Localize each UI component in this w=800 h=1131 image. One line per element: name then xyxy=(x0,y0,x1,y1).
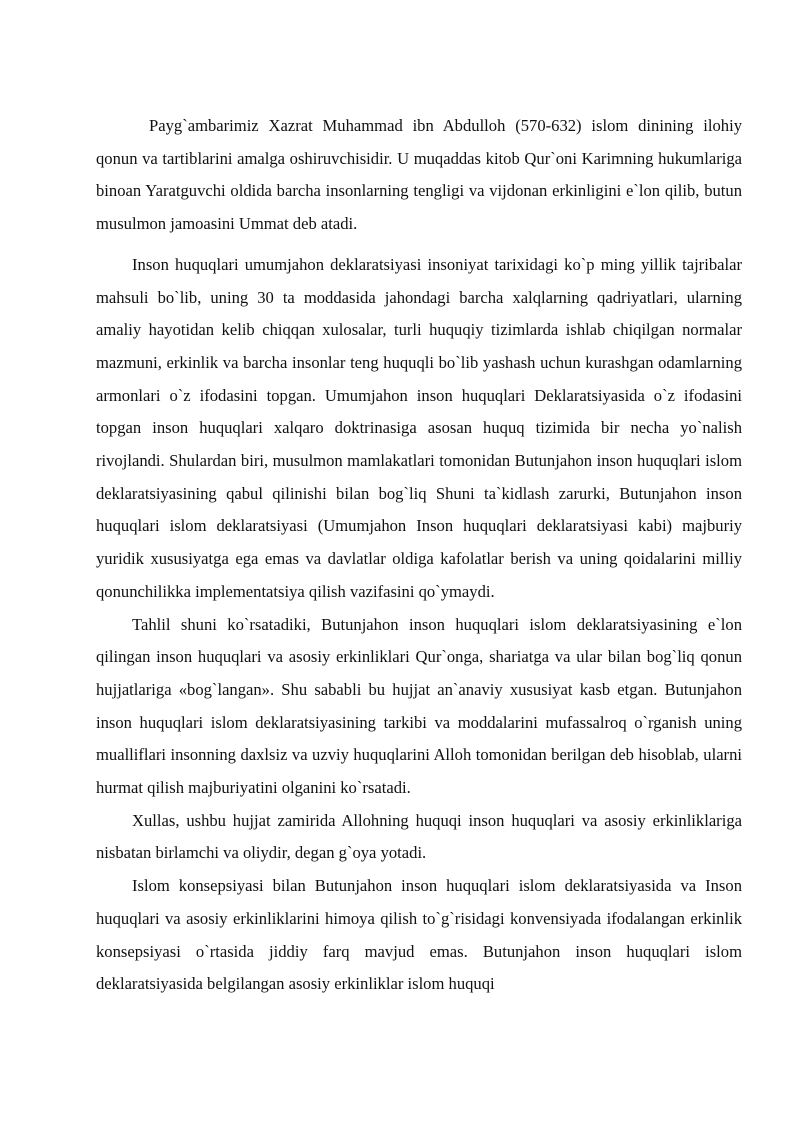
paragraph-4: Xullas, ushbu hujjat zamirida Allohning huquqi inson huquqlari va asosiy erkinliklariga nisbatan birlamchi va oliydir, degan g`oya yotadi. xyxy=(96,810,742,863)
paragraph-1: Payg`ambarimiz Xazrat Muhammad ibn Abdulloh (570-632) islom dinining ilohiy qonun va tartiblarini amalga oshiruvchisidir. U muqaddas kitob Qur`oni Karimning hukumlariga binoan Yaratguvchi oldida barcha insonlarning tengligi va vijdonan erkinligini e`lon qilib, butun musulmon jamoasini Ummat deb atadi. xyxy=(96,116,742,234)
paragraph-2: Inson huquqlari umumjahon deklaratsiyasi insoniyat tarixidagi ko`p ming yillik tajribalar mahsuli bo`lib, uning 30 ta moddasida jahondagi barcha xalqlarning qadriyatlari, ularning amaliy hayotidan kelib chiqqan xulosalar, turli huquqiy tizimlarda ishlab chiqilgan normalar mazmuni, erkinlik va barcha insonlar teng huquqli bo`lib yashash uchun kurashgan odamlarning armonlari o`z ifodasini topgan. Umumjahon inson huquqlari Deklaratsiyasida o`z ifodasini topgan inson huquqlari xalqaro doktrinasiga asosan huquq tizimida bir necha yo`nalish rivojlandi. Shulardan biri, musulmon mamlakatlari tomonidan Butunjahon inson huquqlari islom deklaratsiyasining qabul qilinishi bilan bog`liq Shuni ta`kidlash zarurki, Butunjahon inson huquqlari islom deklaratsiyasi (Umumjahon Inson huquqlari deklaratsiyasi kabi) majburiy yuridik xususiyatga ega emas va davlatlar oldiga kafolatlar berish va uning qoidalarini milliy qonunchilikka implementatsiya qilish vazifasini qo`ymaydi. xyxy=(96,254,742,601)
document-page xyxy=(96,110,742,1001)
paragraph-3: Tahlil shuni ko`rsatadiki, Butunjahon inson huquqlari islom deklaratsiyasining e`lon qilingan inson huquqlari va asosiy erkinliklari Qur`onga, shariatga va ular bilan bog`liq qonun hujjatlariga «bog`langan». Shu sababli bu hujjat an`anaviy xususiyat kasb etgan. Butunjahon inson huquqlari islom deklaratsiyasining tarkibi va moddalarini mufassalroq o`rganish uning mualliflari insonning daxlsiz va uzviy huquqlarini Alloh tomonidan berilgan deb hisoblab, ularni hurmat qilish majburiyatini olganini ko`rsatadi. xyxy=(96,614,742,798)
paragraph-5: Islom konsepsiyasi bilan Butunjahon inson huquqlari islom deklaratsiyasida va Inson huquqlari va asosiy erkinliklarini himoya qilish to`g`risidagi konvensiyada ifodalangan erkinlik konsepsiyasi o`rtasida jiddiy farq mavjud emas. Butunjahon inson huquqlari islom deklaratsiyasida belgilangan asosiy erkinliklar islom huquqi xyxy=(96,876,742,994)
